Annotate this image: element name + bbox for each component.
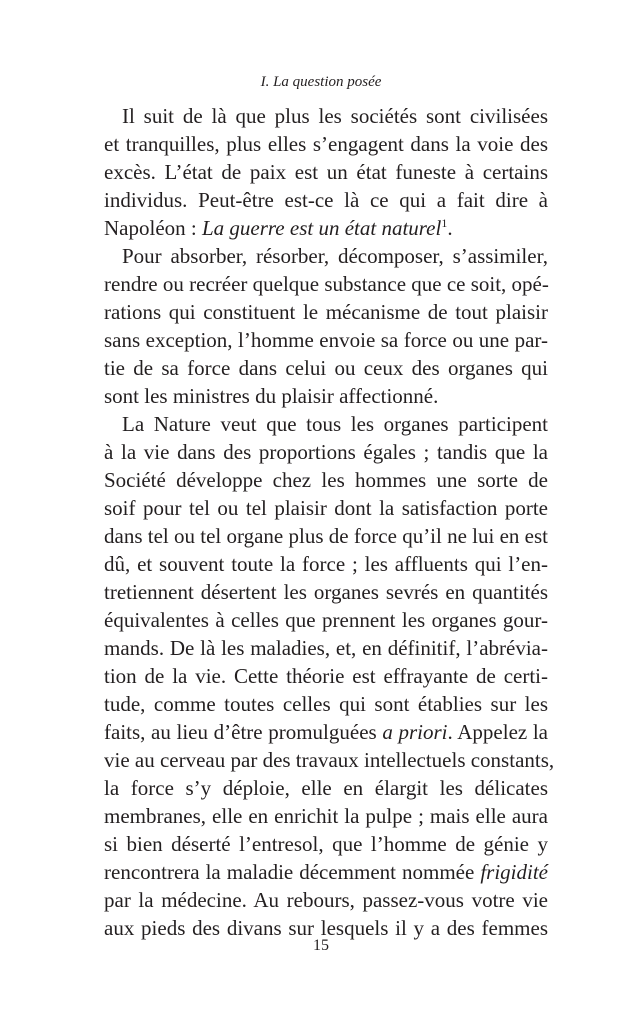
text-line: [104, 886, 548, 914]
text-segment: la force s’y déploie, elle en élargit les délicates: [104, 776, 548, 800]
text-line: [104, 382, 548, 410]
text-segment: tretiennent désertent les organes sevrés en quantités: [104, 580, 548, 604]
text-segment: aux pieds des divans sur lesquels il y a des femmes: [104, 916, 548, 940]
text-segment: rendre ou recréer quelque substance que ce soit, opé-: [104, 272, 549, 296]
text-line: [104, 858, 548, 886]
text-line: [104, 718, 548, 746]
text-segment: La Nature veut que tous les organes participent: [122, 412, 548, 436]
text-line: [104, 746, 555, 774]
text-line: [104, 774, 548, 802]
text-line: [104, 494, 548, 522]
text-line: [104, 690, 548, 718]
running-head: I. La question posée: [260, 74, 382, 90]
text-segment: . Appelez la: [447, 720, 549, 744]
text-line: [104, 606, 548, 634]
text-line: [104, 802, 548, 830]
text-line: [104, 634, 548, 662]
text-line: [104, 214, 548, 242]
text-segment: tion de la vie. Cette théorie est effrayante de certi-: [104, 664, 548, 688]
text-segment: vie au cerveau par des travaux intellectuels constants,: [104, 748, 555, 772]
text-line: [104, 130, 548, 158]
text-segment: dans tel ou tel organe plus de force qu’il ne lui en est: [104, 524, 548, 548]
text-segment: mands. De là les maladies, et, en définitif, l’abrévia-: [104, 636, 548, 660]
text-line: [104, 578, 548, 606]
text-segment: à la vie dans des proportions égales ; tandis que la: [104, 440, 548, 464]
text-line: [104, 522, 548, 550]
text-line: [104, 242, 548, 270]
text-segment: soif pour tel ou tel plaisir dont la satisfaction porte: [104, 496, 548, 520]
text-line: [104, 298, 548, 326]
text-segment: sans exception, l’homme envoie sa force ou une par-: [104, 328, 548, 352]
italic-text: frigidité: [480, 860, 548, 884]
text-segment: tude, comme toutes celles qui sont établies sur les: [104, 692, 548, 716]
text-segment: tie de sa force dans celui ou ceux des organes qui: [104, 356, 548, 380]
text-segment: individus. Peut-être est-ce là ce qui a fait dire à: [104, 188, 548, 212]
text-segment: si bien déserté l’entresol, que l’homme de génie y: [104, 832, 548, 856]
text-segment: Napoléon :: [104, 216, 202, 240]
text-line: [104, 102, 548, 130]
page-number: 15: [313, 937, 329, 954]
italic-text: a priori: [382, 720, 448, 744]
text-segment: .: [447, 216, 453, 240]
text-line: [104, 270, 548, 298]
text-segment: membranes, elle en enrichit la pulpe ; mais elle aura: [104, 804, 548, 828]
text-segment: rencontrera la maladie décemment nommée: [104, 860, 481, 884]
italic-text: La guerre est un état naturel: [201, 216, 442, 240]
text-line: [104, 354, 548, 382]
text-segment: par la médecine. Au rebours, passez-vous votre vie: [104, 888, 548, 912]
text-segment: sont les ministres du plaisir affectionné.: [104, 384, 439, 408]
footnote-marker: 1: [441, 216, 448, 230]
text-line: [104, 466, 548, 494]
text-line: [104, 186, 548, 214]
text-segment: Société développe chez les hommes une sorte de: [104, 468, 548, 492]
text-line: [104, 158, 548, 186]
text-segment: excès. L’état de paix est un état funeste à certains: [104, 160, 548, 184]
text-segment: Pour absorber, résorber, décomposer, s’assimiler,: [122, 244, 548, 268]
text-segment: Il suit de là que plus les sociétés sont civilisées: [122, 104, 548, 128]
text-segment: et tranquilles, plus elles s’engagent dans la voie des: [104, 132, 548, 156]
text-line: [104, 830, 548, 858]
text-segment: rations qui constituent le mécanisme de tout plaisir: [104, 300, 548, 324]
text-line: [104, 410, 548, 438]
text-segment: dû, et souvent toute la force ; les affluents qui l’en-: [104, 552, 548, 576]
body-text: [104, 102, 555, 942]
text-line: [104, 550, 548, 578]
text-line: [104, 662, 548, 690]
text-segment: faits, au lieu d’être promulguées: [104, 720, 383, 744]
text-segment: équivalentes à celles que prennent les organes gour-: [104, 608, 548, 632]
text-line: [104, 438, 548, 466]
text-line: [104, 326, 548, 354]
